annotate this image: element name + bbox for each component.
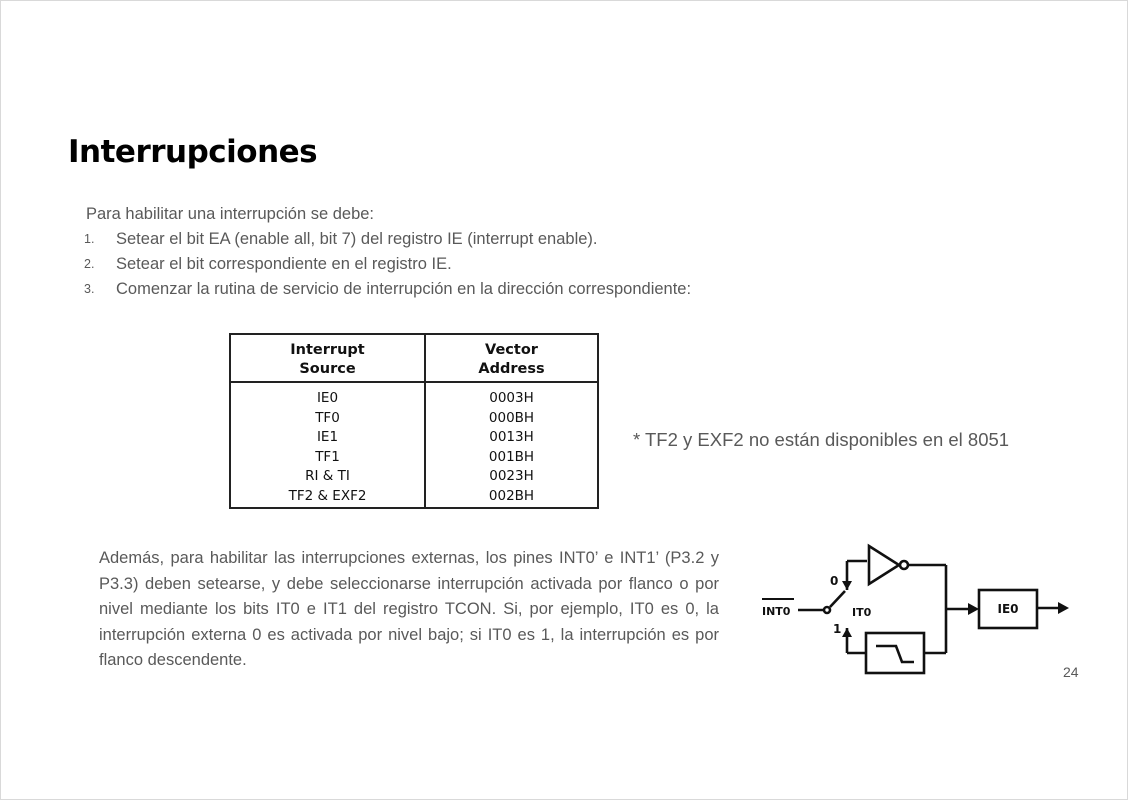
interrupt-vector-table <box>229 333 599 509</box>
table-cell-address: 0023H <box>489 468 534 485</box>
vector-column <box>426 335 597 507</box>
vector-header <box>426 341 597 381</box>
table-cell-source: TF1 <box>315 448 340 465</box>
availability-note: * TF2 y EXF2 no están disponibles en el 8051 <box>633 429 1010 450</box>
step-text: Setear el bit EA (enable all, bit 7) del registro IE (interrupt enable). <box>116 230 598 248</box>
list-item <box>84 280 691 305</box>
external-interrupts-paragraph: Además, para habilitar las interrupciones externas, los pines INT0’ e INT1’ (P3.2 y P3.3) deben setearse, y debe seleccionarse interrupción activada por flanco o por nivel mediante los bits IT0 e IT1 del registro TCON. Si, por ejemplo, IT0 es 0, la interrupción externa 0 es activada por nivel bajo; si IT0 es 1, la interrupción es por flanco descendente. <box>99 549 719 670</box>
intro-text: Para habilitar una interrupción se debe: <box>86 205 375 223</box>
steps-list <box>84 230 691 305</box>
vector-header-line2: Address <box>478 361 545 377</box>
switch-pos-0-label: 0 <box>830 574 839 588</box>
vector-header-line1: Vector <box>485 342 538 358</box>
step-text: Setear el bit correspondiente en el registro IE. <box>116 255 452 273</box>
source-header-line2: Source <box>299 361 356 377</box>
table-cell-address: 001BH <box>488 448 535 465</box>
it0-switch-label: IT0 <box>852 606 872 619</box>
arrow-down-icon <box>842 581 852 590</box>
edge-detector-box <box>866 633 924 673</box>
source-column <box>231 335 424 507</box>
arrow-right-icon <box>968 603 979 615</box>
table-cell-address: 002BH <box>488 487 535 504</box>
table-cell-source: IE0 <box>316 390 339 406</box>
switch-pos-1-label: 1 <box>833 622 842 636</box>
inverter-bubble <box>900 561 908 569</box>
table-cell-source: RI & TI <box>305 468 350 485</box>
step-number: 3. <box>84 282 95 296</box>
step-text: Comenzar la rutina de servicio de interrupción en la dirección correspondiente: <box>116 280 692 298</box>
step-number: 2. <box>84 257 95 271</box>
table-cell-source: IE1 <box>316 429 339 446</box>
int0-circuit-diagram <box>756 541 1076 681</box>
source-header-line1: Interrupt <box>290 342 365 358</box>
table-cell-address: 0003H <box>489 390 534 406</box>
inverter-icon <box>869 546 899 584</box>
int0-input-label: INT0 <box>762 605 791 618</box>
arrow-up-icon <box>842 628 852 637</box>
arrow-right-icon <box>1058 602 1069 614</box>
step-number: 1. <box>84 232 95 246</box>
overbar <box>762 598 794 600</box>
table-cell-source: TF2 & EXF2 <box>288 487 367 504</box>
source-header <box>231 341 424 381</box>
page-number: 24 <box>1063 664 1079 680</box>
table-cell-address: 0013H <box>489 429 534 446</box>
table-cell-source: TF0 <box>315 409 340 426</box>
list-item <box>84 255 691 280</box>
switch-pivot <box>824 607 830 613</box>
slide-title: Interrupciones <box>68 134 318 170</box>
table-cell-address: 000BH <box>488 409 535 426</box>
ie0-output-label: IE0 <box>997 602 1019 616</box>
switch-blade <box>830 591 845 607</box>
list-item <box>84 230 691 255</box>
